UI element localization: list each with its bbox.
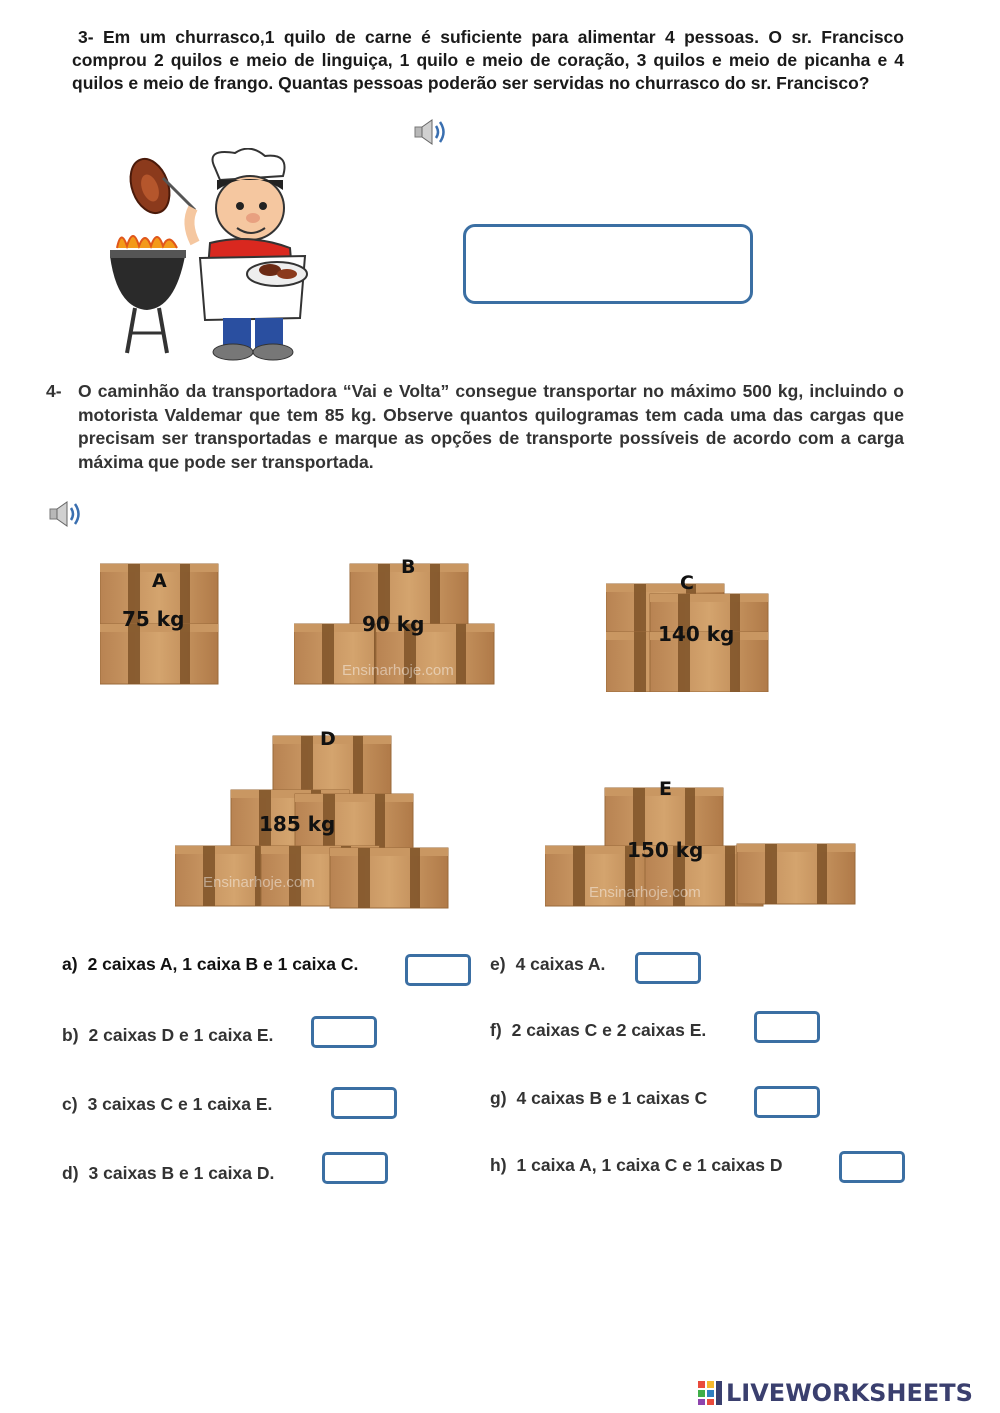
chef-grill-illustration: [105, 148, 315, 363]
option-text: 1 caixa A, 1 caixa C e 1 caixas D: [516, 1155, 783, 1175]
question-3-number: 3-: [78, 27, 94, 47]
box-letter: D: [320, 728, 336, 750]
watermark: Ensinarhoje.com: [203, 874, 315, 891]
option-letter: f): [490, 1020, 502, 1040]
box-weight: 185 kg: [259, 812, 336, 836]
box-weight: 150 kg: [627, 838, 704, 862]
question-4-number: 4-: [46, 381, 62, 401]
option-text: 2 caixas D e 1 caixa E.: [88, 1025, 274, 1045]
watermark: Ensinarhoje.com: [589, 884, 701, 901]
box-letter: E: [659, 778, 672, 800]
speaker-icon[interactable]: [47, 498, 85, 530]
option-text: 2 caixas C e 2 caixas E.: [511, 1020, 707, 1040]
watermark: Ensinarhoje.com: [342, 662, 454, 679]
box-letter: C: [680, 572, 694, 594]
option-g: [490, 1088, 707, 1109]
box-weight: 75 kg: [122, 607, 185, 631]
answer-box-g[interactable]: [754, 1086, 820, 1118]
option-letter: d): [62, 1163, 79, 1183]
option-text: 3 caixas C e 1 caixa E.: [87, 1094, 273, 1114]
option-d: [62, 1163, 274, 1184]
liveworksheets-brand: LIVEWORKSHEETS: [726, 1379, 973, 1407]
option-letter: a): [62, 954, 78, 974]
speaker-icon[interactable]: [412, 116, 450, 148]
answer-box-a[interactable]: [405, 954, 471, 986]
question-3: [72, 26, 904, 95]
cargo-box-e: [545, 776, 857, 915]
option-b: [62, 1025, 273, 1046]
box-weight: 90 kg: [362, 612, 425, 636]
option-letter: c): [62, 1094, 78, 1114]
question-4-text: O caminhão da transportadora “Vai e Volta” consegue transportar no máximo 500 kg, incluindo o motorista Valdemar que tem 85 kg. Observe quantos quilogramas tem cada uma das cargas que precisam ser transportadas e marque as opções de transporte possíveis de acordo com a carga máxima que pode ser transportada.: [78, 381, 904, 472]
answer-box-d[interactable]: [322, 1152, 388, 1184]
cargo-box-c: [606, 570, 771, 697]
option-e: [490, 954, 605, 975]
option-a: [62, 954, 358, 975]
answer-box-f[interactable]: [754, 1011, 820, 1043]
option-f: [490, 1020, 706, 1041]
cargo-box-a: [100, 562, 222, 693]
option-letter: e): [490, 954, 506, 974]
answer-box-e[interactable]: [635, 952, 701, 984]
answer-box-h[interactable]: [839, 1151, 905, 1183]
option-text: 2 caixas A, 1 caixa B e 1 caixa C.: [87, 954, 359, 974]
question-4: [46, 380, 904, 474]
option-letter: h): [490, 1155, 507, 1175]
option-letter: g): [490, 1088, 507, 1108]
option-h: [490, 1155, 782, 1176]
question-3-text: Em um churrasco,1 quilo de carne é suficiente para alimentar 4 pessoas. O sr. Francisco comprou 2 quilos e meio de linguiça, 1 quilo e meio de coração, 3 quilos e meio de picanha e 4 quilos e meio de frango. Quantas pessoas poderão ser servidas no churrasco do sr. Francisco?: [72, 27, 904, 93]
answer-box-b[interactable]: [311, 1016, 377, 1048]
cargo-box-b: [294, 556, 499, 695]
option-c: [62, 1094, 272, 1115]
option-text: 4 caixas B e 1 caixas C: [516, 1088, 708, 1108]
cargo-box-d: [175, 728, 450, 915]
box-weight: 140 kg: [658, 622, 735, 646]
box-letter: B: [401, 556, 416, 578]
answer-box-c[interactable]: [331, 1087, 397, 1119]
liveworksheets-logo-icon: [698, 1381, 724, 1405]
liveworksheets-logo: [698, 1378, 973, 1408]
option-letter: b): [62, 1025, 79, 1045]
option-text: 4 caixas A.: [515, 954, 606, 974]
answer-box-q3[interactable]: [463, 224, 753, 304]
option-text: 3 caixas B e 1 caixa D.: [88, 1163, 275, 1183]
box-letter: A: [152, 570, 167, 592]
